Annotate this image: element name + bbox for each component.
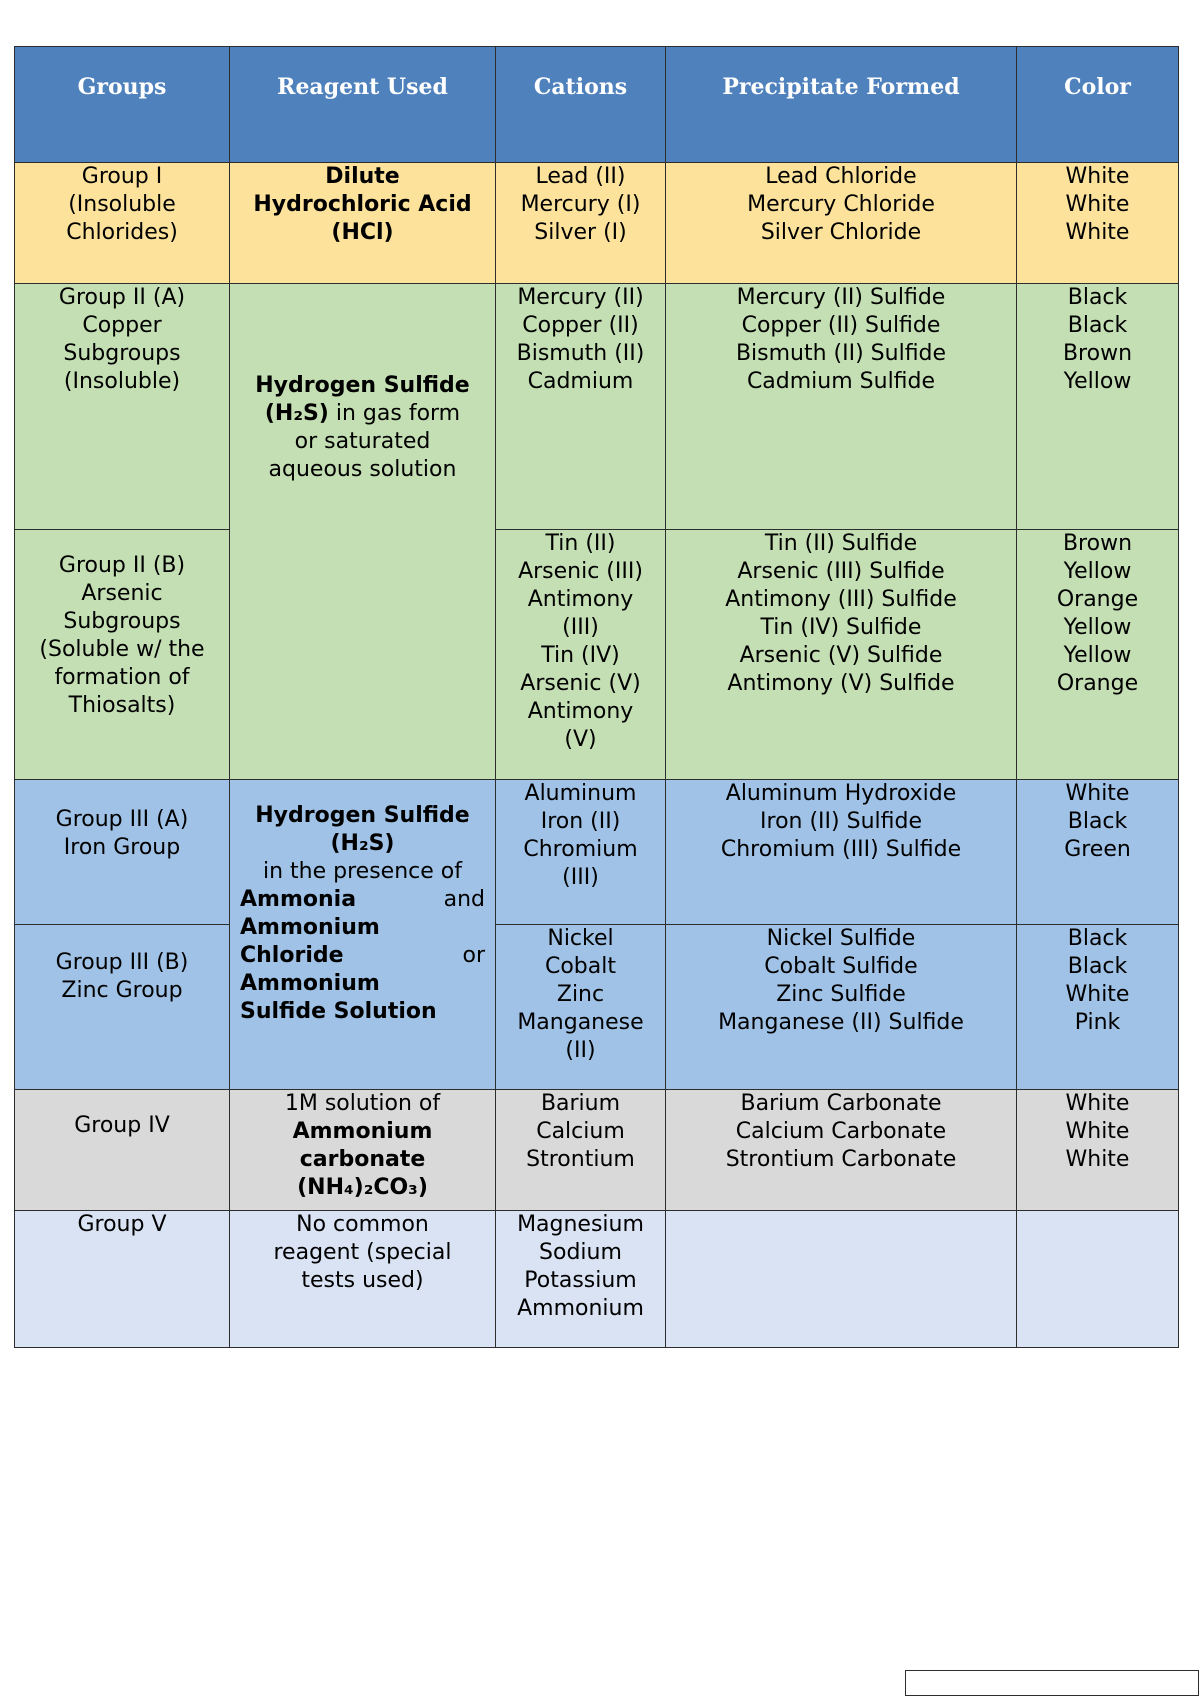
row-group-2b [15, 530, 1179, 780]
header-reagent-used: Reagent Used [230, 47, 496, 163]
group-2b-precipitates: Tin (II) Sulfide Arsenic (III) Sulfide Antimony (III) Sulfide Tin (IV) Sulfide Arsenic (V) Sulfide Antimony (V) Sulfide [666, 530, 1017, 780]
header-color: Color [1017, 47, 1179, 163]
header-groups: Groups [15, 47, 230, 163]
group-2b-colors: Brown Yellow Orange Yellow Yellow Orange [1017, 530, 1179, 780]
group-3a-colors: White Black Green [1017, 780, 1179, 925]
group-1-precipitates: Lead Chloride Mercury Chloride Silver Chloride [666, 163, 1017, 284]
group-1-colors: White White White [1017, 163, 1179, 284]
group-4-precipitates: Barium Carbonate Calcium Carbonate Strontium Carbonate [666, 1090, 1017, 1211]
row-group-1 [15, 163, 1179, 284]
group-2b-label: Group II (B) Arsenic Subgroups (Soluble w/ the formation of Thiosalts) [15, 530, 230, 780]
cation-groups-table [14, 46, 1179, 1348]
group-1-label: Group I (Insoluble Chlorides) [15, 163, 230, 284]
header-precipitate-formed: Precipitate Formed [666, 47, 1017, 163]
group-4-cations: Barium Calcium Strontium [496, 1090, 666, 1211]
group-2a-colors: Black Black Brown Yellow [1017, 284, 1179, 530]
row-group-4 [15, 1090, 1179, 1211]
group-5-precipitates [666, 1211, 1017, 1348]
group-2a-label: Group II (A) Copper Subgroups (Insoluble) [15, 284, 230, 530]
row-group-3a [15, 780, 1179, 925]
group-2a-cations: Mercury (II) Copper (II) Bismuth (II) Cadmium [496, 284, 666, 530]
header-cations: Cations [496, 47, 666, 163]
group-4-label: Group IV [15, 1090, 230, 1211]
header-row [15, 47, 1179, 163]
row-group-2a [15, 284, 1179, 530]
group-2a-precipitates: Mercury (II) Sulfide Copper (II) Sulfide Bismuth (II) Sulfide Cadmium Sulfide [666, 284, 1017, 530]
group-4-reagent: 1M solution of Ammonium carbonate (NH₄)₂CO₃) [230, 1090, 496, 1211]
group-3a-cations: Aluminum Iron (II) Chromium (III) [496, 780, 666, 925]
group-3b-label: Group III (B) Zinc Group [15, 925, 230, 1090]
group-3a-precipitates: Aluminum Hydroxide Iron (II) Sulfide Chromium (III) Sulfide [666, 780, 1017, 925]
row-group-3b [15, 925, 1179, 1090]
group-1-cations: Lead (II) Mercury (I) Silver (I) [496, 163, 666, 284]
group-2-reagent: Hydrogen Sulfide (H₂S) in gas form or saturated aqueous solution [230, 284, 496, 780]
group-3b-colors: Black Black White Pink [1017, 925, 1179, 1090]
group-3a-label: Group III (A) Iron Group [15, 780, 230, 925]
group-5-label: Group V [15, 1211, 230, 1348]
group-5-cations: Magnesium Sodium Potassium Ammonium [496, 1211, 666, 1348]
group-3-reagent: Hydrogen Sulfide (H₂S) in the presence of Ammonia and Ammonium Chloride or Ammonium Sulfide Solution [230, 780, 496, 1090]
footer-box [905, 1670, 1199, 1696]
group-5-colors [1017, 1211, 1179, 1348]
group-4-colors: White White White [1017, 1090, 1179, 1211]
group-1-reagent: Dilute Hydrochloric Acid (HCl) [230, 163, 496, 284]
row-group-5 [15, 1211, 1179, 1348]
group-3b-cations: Nickel Cobalt Zinc Manganese (II) [496, 925, 666, 1090]
group-5-reagent: No common reagent (special tests used) [230, 1211, 496, 1348]
group-2b-cations: Tin (II) Arsenic (III) Antimony (III) Tin (IV) Arsenic (V) Antimony (V) [496, 530, 666, 780]
group-3b-precipitates: Nickel Sulfide Cobalt Sulfide Zinc Sulfide Manganese (II) Sulfide [666, 925, 1017, 1090]
